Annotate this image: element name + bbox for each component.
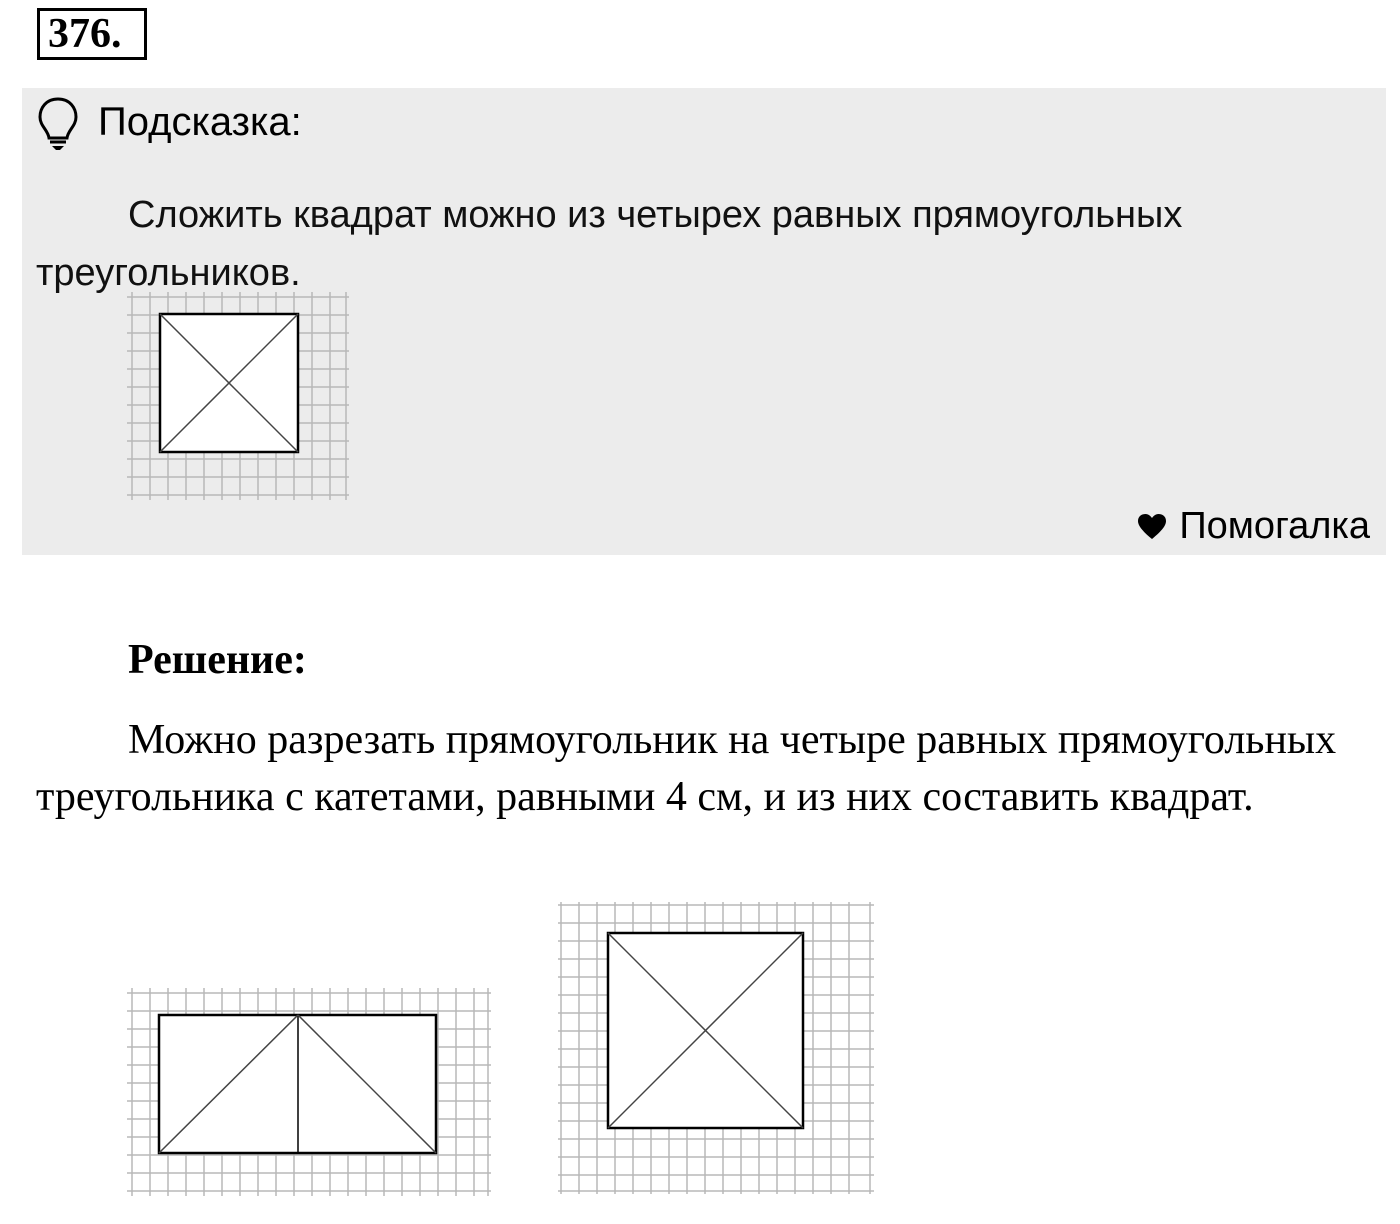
hint-square-figure: [127, 292, 349, 500]
brand-label: [1137, 505, 1370, 548]
hint-title: Подсказка:: [98, 100, 302, 144]
brand-name: Помогалка: [1179, 505, 1370, 547]
hint-text: Сложить квадрат можно из четырех равных прямоугольных треугольников.: [36, 194, 1183, 294]
square-result-figure: [558, 902, 874, 1194]
heart-icon: [1137, 513, 1167, 541]
lightbulb-icon: [36, 96, 80, 152]
solution-text: Можно разрезать прямоугольник на четыре равных прямоугольных треугольника с катетами, равными 4 см, и из них составить квадрат.: [36, 717, 1337, 820]
solution-title: Решение:: [128, 637, 307, 683]
rectangle-cut-figure: [127, 988, 491, 1196]
problem-number: 376.: [37, 8, 147, 60]
